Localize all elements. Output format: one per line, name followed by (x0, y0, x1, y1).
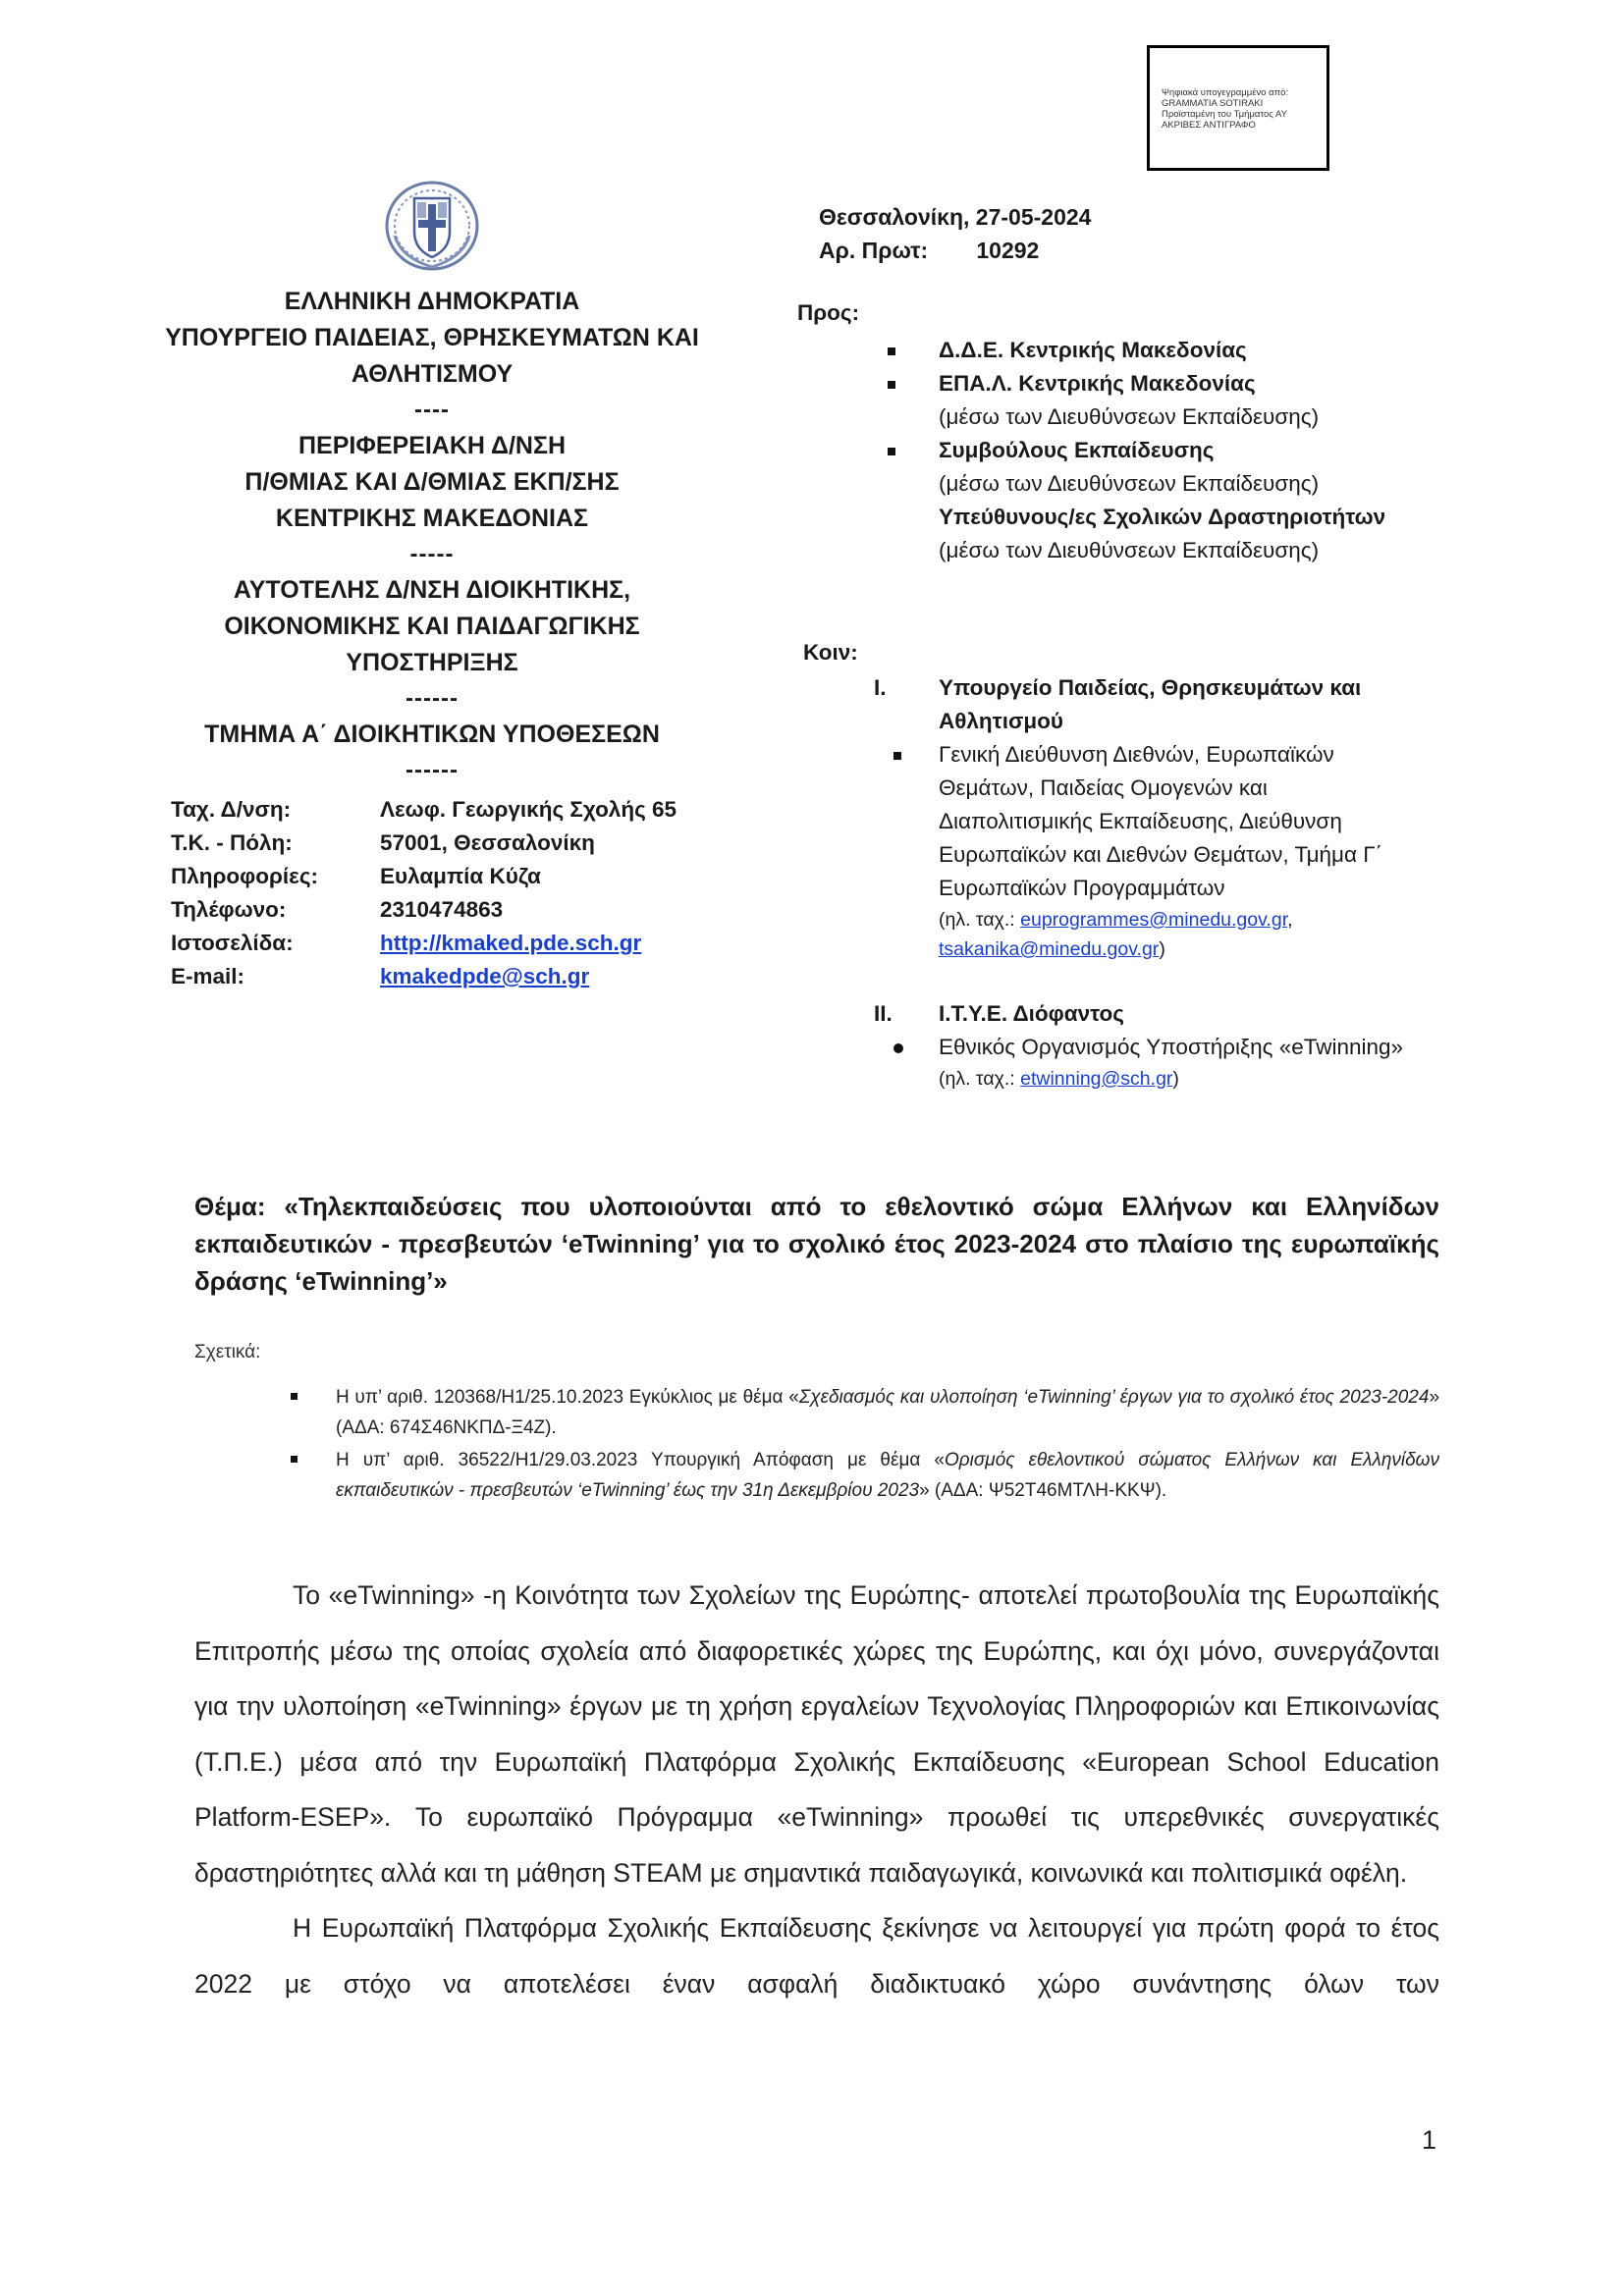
email-prefix: (ηλ. ταχ.: (939, 1068, 1021, 1090)
email-separator: , (1287, 909, 1293, 931)
contact-row-address (171, 793, 677, 827)
recipient-note: (μέσω των Διευθύνσεων Εκπαίδευσης) (939, 471, 1320, 496)
cc-email-line (864, 934, 1512, 964)
contact-row-city (171, 827, 677, 860)
square-bullet-icon (888, 381, 895, 389)
cc-subitem (864, 1031, 1512, 1064)
stamp-line: Προϊσταμένη του Τμήματος ΑΥ (1162, 109, 1287, 120)
header-separator: ---- (414, 397, 450, 423)
document-date: Θεσσαλονίκη, 27-05-2024 (819, 204, 1092, 230)
protocol-row (819, 234, 1091, 267)
email-link[interactable]: kmakedpde@sch.gr (380, 964, 590, 988)
cc-item-ministry (864, 671, 1512, 738)
info-label: Πληροφορίες: (171, 864, 319, 888)
address-value: Λεωφ. Γεωργικής Σχολής 65 (380, 797, 677, 822)
cc-sub-line: Ευρωπαϊκών και Διεθνών Θεμάτων, Τμήμα Γ΄ (939, 842, 1383, 867)
related-list (291, 1382, 1439, 1508)
cc-subitem (864, 738, 1512, 905)
related-title: Σχεδιασμός και υλοποίηση ‘eTwinning’ έργων για το σχολικό έτος 2023-2024 (798, 1387, 1430, 1408)
email-link[interactable]: etwinning@sch.gr (1020, 1068, 1173, 1090)
website-label: Ιστοσελίδα: (171, 931, 294, 955)
square-bullet-icon (291, 1393, 298, 1400)
header-line: ΥΠΟΥΡΓΕΙΟ ΠΑΙΔΕΙΑΣ, ΘΡΗΣΚΕΥΜΑΤΩΝ ΚΑΙ (165, 324, 699, 351)
square-bullet-icon (893, 752, 901, 760)
list-item (884, 367, 1385, 434)
list-item (291, 1382, 1439, 1443)
cc-title-line: Αθλητισμού (939, 709, 1063, 733)
header-separator: ------ (406, 757, 459, 783)
contact-row-phone (171, 893, 677, 927)
cc-email-line (864, 1064, 1512, 1094)
stamp-line: ΑΚΡΙΒΕΣ ΑΝΤΙΓΡΑΦΟ (1162, 120, 1256, 131)
list-item (884, 334, 1385, 367)
email-suffix: ) (1172, 1068, 1179, 1090)
contact-details (171, 793, 677, 993)
related-text: » (ΑΔΑ: 674Σ46ΝΚΠΔ-Ξ4Ζ). (336, 1387, 1440, 1438)
body-paragraph: Το «eTwinning» -η Κοινότητα των Σχολείων της Ευρώπης- αποτελεί πρωτοβουλία της Ευρωπαϊκής Επιτροπής μέσω της οποίας σχολεία από διαφορετικές χώρες της Ευρώπης, και όχι μόνο, συνεργάζονται για την υλοποίηση «eTwinning» έργων με τη χρήση εργαλείων Τεχνολογίας Πληροφοριών και Επικοινωνίας (Τ.Π.Ε.) μέσα από την Ευρωπαϊκή Πλατφόρμα Σχολικής Εκπαίδευσης «European School Education Platform-ESEP». Το ευρωπαϊκό Πρόγραμμα «eTwinning» προωθεί τις υπερεθνικές συνεργατικές δραστηριότητες αλλά και τη μάθηση STEAM με σημαντικά παιδαγωγικά, κοινωνικά και πολιτισμικά οφέλη. (194, 1580, 1439, 1888)
cc-sub-line: Εθνικός Οργανισμός Υποστήριξης «eTwinning» (939, 1035, 1404, 1059)
page-number: 1 (1422, 2125, 1437, 2155)
recipient-name: Συμβούλους Εκπαίδευσης (939, 438, 1215, 462)
related-label: Σχετικά: (194, 1342, 261, 1362)
recipient-name: ΕΠΑ.Λ. Κεντρικής Μακεδονίας (939, 371, 1256, 396)
city-label: Τ.Κ. - Πόλη: (171, 830, 293, 855)
cc-sub-line: Θεμάτων, Παιδείας Ομογενών και (939, 775, 1268, 800)
address-label: Ταχ. Δ/νση: (171, 797, 292, 822)
cc-title-line: Ι.Τ.Υ.Ε. Διόφαντος (939, 1001, 1124, 1026)
cc-sub-line: Ευρωπαϊκών Προγραμμάτων (939, 876, 1225, 900)
list-item (884, 501, 1385, 567)
greek-state-emblem-icon (381, 177, 483, 271)
related-text: Η υπ’ αριθ. 120368/Η1/25.10.2023 Εγκύκλιος με θέμα « (336, 1387, 799, 1408)
square-bullet-icon (888, 448, 895, 455)
header-line: Π/ΘΜΙΑΣ ΚΑΙ Δ/ΘΜΙΑΣ ΕΚΠ/ΣΗΣ (244, 468, 620, 496)
email-prefix: (ηλ. ταχ.: (939, 909, 1021, 931)
round-bullet-icon (893, 1043, 903, 1053)
protocol-number: 10292 (976, 238, 1040, 263)
header-line: ΕΛΛΗΝΙΚΗ ΔΗΜΟΚΡΑΤΙΑ (284, 288, 580, 315)
recipient-name: Δ.Δ.Ε. Κεντρικής Μακεδονίας (939, 338, 1247, 362)
header-line: ΤΜΗΜΑ Α΄ ΔΙΟΙΚΗΤΙΚΩΝ ΥΠΟΘΕΣΕΩΝ (204, 721, 660, 748)
square-bullet-icon (888, 347, 895, 355)
cc-sub-line: Γενική Διεύθυνση Διεθνών, Ευρωπαϊκών (939, 742, 1334, 767)
header-line: ΑΥΤΟΤΕΛΗΣ Δ/ΝΣΗ ΔΙΟΙΚΗΤΙΚΗΣ, (233, 576, 631, 604)
recipient-note: (μέσω των Διευθύνσεων Εκπαίδευσης) (939, 538, 1320, 562)
digital-signature-stamp (1147, 45, 1329, 171)
info-value: Ευλαμπία Κύζα (380, 864, 541, 888)
cc-title-line: Υπουργείο Παιδείας, Θρησκευμάτων και (939, 675, 1362, 700)
square-bullet-icon (291, 1456, 298, 1463)
list-item (884, 434, 1385, 501)
issuer-header (137, 177, 727, 788)
stamp-line: Ψηφιακά υπογεγραμμένο από: (1162, 87, 1289, 98)
body-paragraph: Η Ευρωπαϊκή Πλατφόρμα Σχολικής Εκπαίδευσης ξεκίνησε να λειτουργεί για πρώτη φορά το έτος 2022 με στόχο να αποτελέσει έναν ασφαλή διαδικτυακό χώρο συνάντησης όλων των (194, 1913, 1439, 1999)
phone-label: Τηλέφωνο: (171, 897, 287, 922)
header-line: ΚΕΝΤΡΙΚΗΣ ΜΑΚΕΔΟΝΙΑΣ (275, 505, 589, 532)
roman-numeral: II. (874, 1001, 893, 1026)
header-separator: ------ (406, 685, 459, 712)
email-label: E-mail: (171, 964, 245, 988)
email-suffix: ) (1159, 938, 1165, 960)
contact-row-website (171, 927, 677, 960)
recipients-label: Προς: (797, 300, 860, 325)
related-text: » (ΑΔΑ: Ψ52Τ46ΜΤΛΗ-ΚΚΨ). (919, 1480, 1167, 1501)
contact-row-email (171, 960, 677, 993)
email-link[interactable]: euprogrammes@minedu.gov.gr (1020, 909, 1288, 931)
cc-label: Κοιν: (803, 640, 858, 665)
header-line: ΟΙΚΟΝΟΜΙΚΗΣ ΚΑΙ ΠΑΙΔΑΓΩΓΙΚΗΣ (224, 613, 640, 640)
related-text: Η υπ’ αριθ. 36522/Η1/29.03.2023 Υπουργική Απόφαση με θέμα « (336, 1450, 945, 1470)
list-item (291, 1445, 1439, 1506)
website-link[interactable]: http://kmaked.pde.sch.gr (380, 931, 642, 955)
recipients-list (884, 334, 1385, 567)
phone-value: 2310474863 (380, 897, 504, 922)
cc-sub-line: Διαπολιτισμικής Εκπαίδευσης, Διεύθυνση (939, 809, 1342, 833)
recipient-note: (μέσω των Διευθύνσεων Εκπαίδευσης) (939, 404, 1320, 429)
recipient-name: Υπεύθυνους/ες Σχολικών Δραστηριοτήτων (939, 505, 1386, 529)
protocol-label: Αρ. Πρωτ: (819, 238, 929, 263)
cc-email-line (864, 905, 1512, 934)
header-line: ΠΕΡΙΦΕΡΕΙΑΚΗ Δ/ΝΣΗ (298, 432, 567, 459)
city-value: 57001, Θεσσαλονίκη (380, 830, 595, 855)
header-separator: ----- (409, 541, 455, 567)
header-line: ΥΠΟΣΤΗΡΙΞΗΣ (346, 649, 518, 676)
stamp-line: GRAMMATIA SOTIRAKI (1162, 98, 1264, 109)
date-protocol (819, 200, 1091, 267)
related-title: Ορισμός εθελοντικού σώματος Ελλήνων και Ελληνίδων εκπαιδευτικών - πρεσβευτών ‘eTwinning’ έως την 31η Δεκεμβρίου 2023 (336, 1450, 1439, 1501)
roman-numeral: I. (874, 675, 887, 700)
document-subject: Θέμα: «Τηλεκπαιδεύσεις που υλοποιούνται από το εθελοντικό σώμα Ελλήνων και Ελληνίδων εκπαιδευτικών - πρεσβευτών ‘eTwinning’ για το σχολικό έτος 2023-2024 στο πλαίσιο της ευρωπαϊκής δράσης ‘eTwinning’» (194, 1192, 1439, 1296)
email-link[interactable]: tsakanika@minedu.gov.gr (939, 938, 1160, 960)
cc-item-diofantos (864, 997, 1512, 1031)
cc-list (864, 671, 1512, 1094)
header-line: ΑΘΛΗΤΙΣΜΟΥ (351, 360, 514, 388)
contact-row-info (171, 860, 677, 893)
document-body (194, 1568, 1439, 2011)
